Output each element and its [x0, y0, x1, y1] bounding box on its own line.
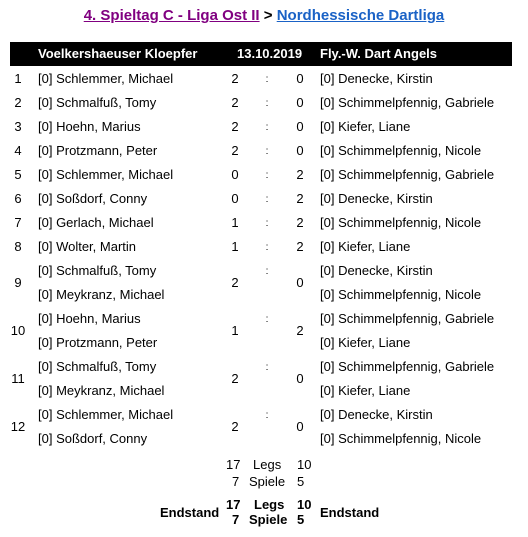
away-player-2: [0] Kiefer, Liane: [320, 383, 411, 398]
score-separator: :: [265, 170, 269, 181]
away-player: [0] Schimmelpfennig, Nicole: [320, 215, 482, 230]
score-separator: :: [265, 194, 269, 205]
home-score: 2: [231, 71, 239, 86]
score-separator: :: [265, 218, 269, 229]
away-player: [0] Denecke, Kirstin: [320, 71, 433, 86]
away-player-1: [0] Schimmelpfennig, Gabriele: [320, 359, 495, 374]
away-score: 0: [296, 119, 304, 134]
away-score: 0: [296, 95, 304, 110]
match-number: 1: [14, 71, 22, 86]
legs-home-total: 17: [226, 457, 241, 472]
away-score: 2: [296, 239, 304, 254]
home-score: 1: [231, 215, 239, 230]
away-player: [0] Kiefer, Liane: [320, 239, 411, 254]
home-score: 2: [231, 275, 239, 290]
final-spiele-home: 7: [232, 512, 240, 527]
away-score: 2: [296, 215, 304, 230]
home-player-1: [0] Hoehn, Marius: [38, 311, 141, 326]
home-player: [0] Protzmann, Peter: [38, 143, 158, 158]
breadcrumb: [0, 7, 528, 24]
away-player: [0] Denecke, Kirstin: [320, 191, 433, 206]
away-score: 0: [296, 275, 304, 290]
home-score: 2: [231, 119, 239, 134]
home-score: 1: [231, 239, 239, 254]
breadcrumb-separator: >: [263, 7, 273, 24]
home-player: [0] Hoehn, Marius: [38, 119, 141, 134]
singles-match-row: [10, 235, 512, 259]
away-score: 0: [296, 371, 304, 386]
matchday-link[interactable]: 4. Spieltag C - Liga Ost II: [83, 7, 260, 24]
match-header: [10, 42, 512, 66]
final-spiele-away: 5: [297, 512, 305, 527]
final-away-label: Endstand: [320, 505, 380, 520]
match-number: 3: [14, 119, 22, 134]
score-separator: :: [265, 242, 269, 253]
doubles-match-row: [10, 259, 512, 307]
home-player: [0] Schlemmer, Michael: [38, 167, 174, 182]
away-score: 2: [296, 323, 304, 338]
home-score: 0: [231, 167, 239, 182]
doubles-match-row: [10, 403, 512, 451]
home-player-1: [0] Schlemmer, Michael: [38, 407, 174, 422]
away-team-name: Fly.-W. Dart Angels: [320, 46, 438, 61]
away-score: 0: [296, 143, 304, 158]
league-link[interactable]: Nordhessische Dartliga: [276, 7, 445, 24]
final-spiele-label: Spiele: [249, 512, 288, 527]
home-player-2: [0] Soßdorf, Conny: [38, 431, 148, 446]
home-score: 2: [231, 371, 239, 386]
away-player: [0] Schimmelpfennig, Gabriele: [320, 95, 495, 110]
home-player-2: [0] Meykranz, Michael: [38, 383, 165, 398]
home-player: [0] Schlemmer, Michael: [38, 71, 174, 86]
home-player: [0] Soßdorf, Conny: [38, 191, 148, 206]
match-number: 6: [14, 191, 22, 206]
spiele-away-total: 5: [297, 474, 305, 489]
away-player-1: [0] Denecke, Kirstin: [320, 407, 433, 422]
doubles-match-row: [10, 355, 512, 403]
legs-label: Legs: [253, 457, 282, 472]
score-separator: :: [265, 362, 269, 373]
doubles-match-row: [10, 307, 512, 355]
final-home-label: Endstand: [160, 505, 220, 520]
home-player-1: [0] Schmalfuß, Tomy: [38, 263, 157, 278]
match-number: 5: [14, 167, 22, 182]
match-number: 9: [14, 275, 22, 290]
spiele-home-total: 7: [232, 474, 240, 489]
match-number: 8: [14, 239, 22, 254]
singles-match-row: [10, 115, 512, 139]
match-number: 7: [14, 215, 22, 230]
home-player-1: [0] Schmalfuß, Tomy: [38, 359, 157, 374]
away-score: 0: [296, 71, 304, 86]
home-player: [0] Wolter, Martin: [38, 239, 137, 254]
home-score: 2: [231, 95, 239, 110]
home-player: [0] Schmalfuß, Tomy: [38, 95, 157, 110]
singles-match-row: [10, 67, 512, 91]
score-separator: :: [265, 98, 269, 109]
away-score: 0: [296, 419, 304, 434]
match-number: 4: [14, 143, 22, 158]
home-score: 2: [231, 419, 239, 434]
final-legs-home: 17: [226, 497, 241, 512]
away-player-1: [0] Denecke, Kirstin: [320, 263, 433, 278]
away-player-2: [0] Schimmelpfennig, Nicole: [320, 287, 482, 302]
home-player: [0] Gerlach, Michael: [38, 215, 154, 230]
home-score: 1: [231, 323, 239, 338]
match-number: 2: [14, 95, 22, 110]
final-legs-label: Legs: [254, 497, 285, 512]
match-number: 10: [10, 323, 26, 338]
home-score: 0: [231, 191, 239, 206]
legs-away-total: 10: [297, 457, 312, 472]
spiele-label: Spiele: [249, 474, 286, 489]
singles-match-row: [10, 211, 512, 235]
home-score: 2: [231, 143, 239, 158]
match-date: 13.10.2019: [237, 46, 303, 61]
match-number: 12: [10, 419, 26, 434]
score-separator: :: [265, 266, 269, 277]
score-separator: :: [265, 74, 269, 85]
away-score: 2: [296, 167, 304, 182]
home-player-2: [0] Meykranz, Michael: [38, 287, 165, 302]
score-separator: :: [265, 314, 269, 325]
score-separator: :: [265, 146, 269, 157]
score-separator: :: [265, 122, 269, 133]
home-player-2: [0] Protzmann, Peter: [38, 335, 158, 350]
final-legs-away: 10: [297, 497, 312, 512]
singles-match-row: [10, 139, 512, 163]
away-player: [0] Schimmelpfennig, Gabriele: [320, 167, 495, 182]
singles-match-row: [10, 187, 512, 211]
away-player-2: [0] Schimmelpfennig, Nicole: [320, 431, 482, 446]
away-player-2: [0] Kiefer, Liane: [320, 335, 411, 350]
singles-match-row: [10, 163, 512, 187]
away-player: [0] Kiefer, Liane: [320, 119, 411, 134]
match-number: 11: [11, 371, 25, 386]
score-separator: :: [265, 410, 269, 421]
away-player: [0] Schimmelpfennig, Nicole: [320, 143, 482, 158]
home-team-name: Voelkershaeuser Kloepfer: [38, 46, 198, 61]
away-score: 2: [296, 191, 304, 206]
singles-match-row: [10, 91, 512, 115]
away-player-1: [0] Schimmelpfennig, Gabriele: [320, 311, 495, 326]
